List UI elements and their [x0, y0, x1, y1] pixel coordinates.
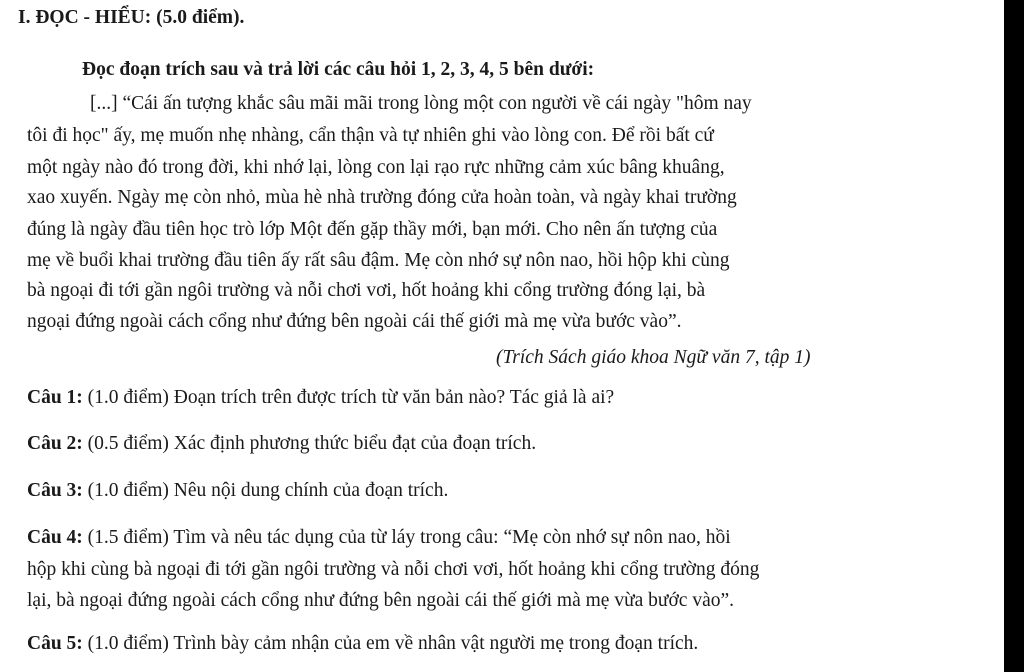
- question-4: [27, 526, 731, 550]
- question-4-continuation: hộp khi cùng bà ngoại đi tới gần ngôi trường và nỗi chơi vơi, hốt hoảng khi cổng trường đóng: [27, 559, 760, 580]
- question-3: [27, 479, 448, 503]
- question-text: (1.0 điểm) Nêu nội dung chính của đoạn trích.: [87, 480, 449, 501]
- passage-line: đúng là ngày đầu tiên học trò lớp Một đến gặp thầy mới, bạn mới. Cho nên ấn tượng của: [27, 219, 718, 240]
- passage-line: ngoại đứng ngoài cách cổng như đứng bên ngoài cái thế giới mà mẹ vừa bước vào”.: [27, 311, 682, 332]
- question-2: [27, 432, 536, 456]
- question-text: (1.5 điểm) Tìm và nêu tác dụng của từ láy trong câu: “Mẹ còn nhớ sự nôn nao, hồi: [87, 527, 731, 548]
- question-text: (1.0 điểm) Trình bày cảm nhận của em về nhân vật người mẹ trong đoạn trích.: [87, 633, 699, 654]
- question-label: Câu 5:: [27, 633, 83, 654]
- passage-line: tôi đi học" ấy, mẹ muốn nhẹ nhàng, cẩn thận và tự nhiên ghi vào lòng con. Để rồi bất cứ: [27, 125, 714, 146]
- section-heading: I. ĐỌC - HIỂU: (5.0 điểm).: [18, 7, 245, 28]
- question-4-continuation: lại, bà ngoại đứng ngoài cách cổng như đứng bên ngoài cái thế giới mà mẹ vừa bước vào”.: [27, 590, 735, 611]
- question-1: [27, 386, 614, 410]
- question-label: Câu 2:: [27, 433, 83, 454]
- question-label: Câu 3:: [27, 480, 83, 501]
- passage-line: bà ngoại đi tới gần ngôi trường và nỗi chơi vơi, hốt hoảng khi cổng trường đóng lại, bà: [27, 280, 706, 301]
- source-citation: (Trích Sách giáo khoa Ngữ văn 7, tập 1): [496, 347, 811, 368]
- passage-line: xao xuyến. Ngày mẹ còn nhỏ, mùa hè nhà trường đóng cửa hoàn toàn, và ngày khai trường: [27, 187, 737, 208]
- question-label: Câu 4:: [27, 527, 83, 548]
- question-text: (1.0 điểm) Đoạn trích trên được trích từ văn bản nào? Tác giả là ai?: [87, 387, 615, 408]
- instruction-text: Đọc đoạn trích sau và trả lời các câu hỏi 1, 2, 3, 4, 5 bên dưới:: [82, 59, 595, 80]
- passage-line: [...] “Cái ấn tượng khắc sâu mãi mãi trong lòng một con người về cái ngày "hôm nay: [90, 93, 752, 114]
- question-label: Câu 1:: [27, 387, 83, 408]
- question-5: [27, 632, 698, 656]
- passage-line: một ngày nào đó trong đời, khi nhớ lại, lòng con lại rạo rực những cảm xúc bâng khuâng,: [27, 157, 725, 178]
- question-text: (0.5 điểm) Xác định phương thức biểu đạt của đoạn trích.: [87, 433, 537, 454]
- passage-line: mẹ về buổi khai trường đầu tiên ấy rất sâu đậm. Mẹ còn nhớ sự nôn nao, hồi hộp khi cùng: [27, 250, 730, 271]
